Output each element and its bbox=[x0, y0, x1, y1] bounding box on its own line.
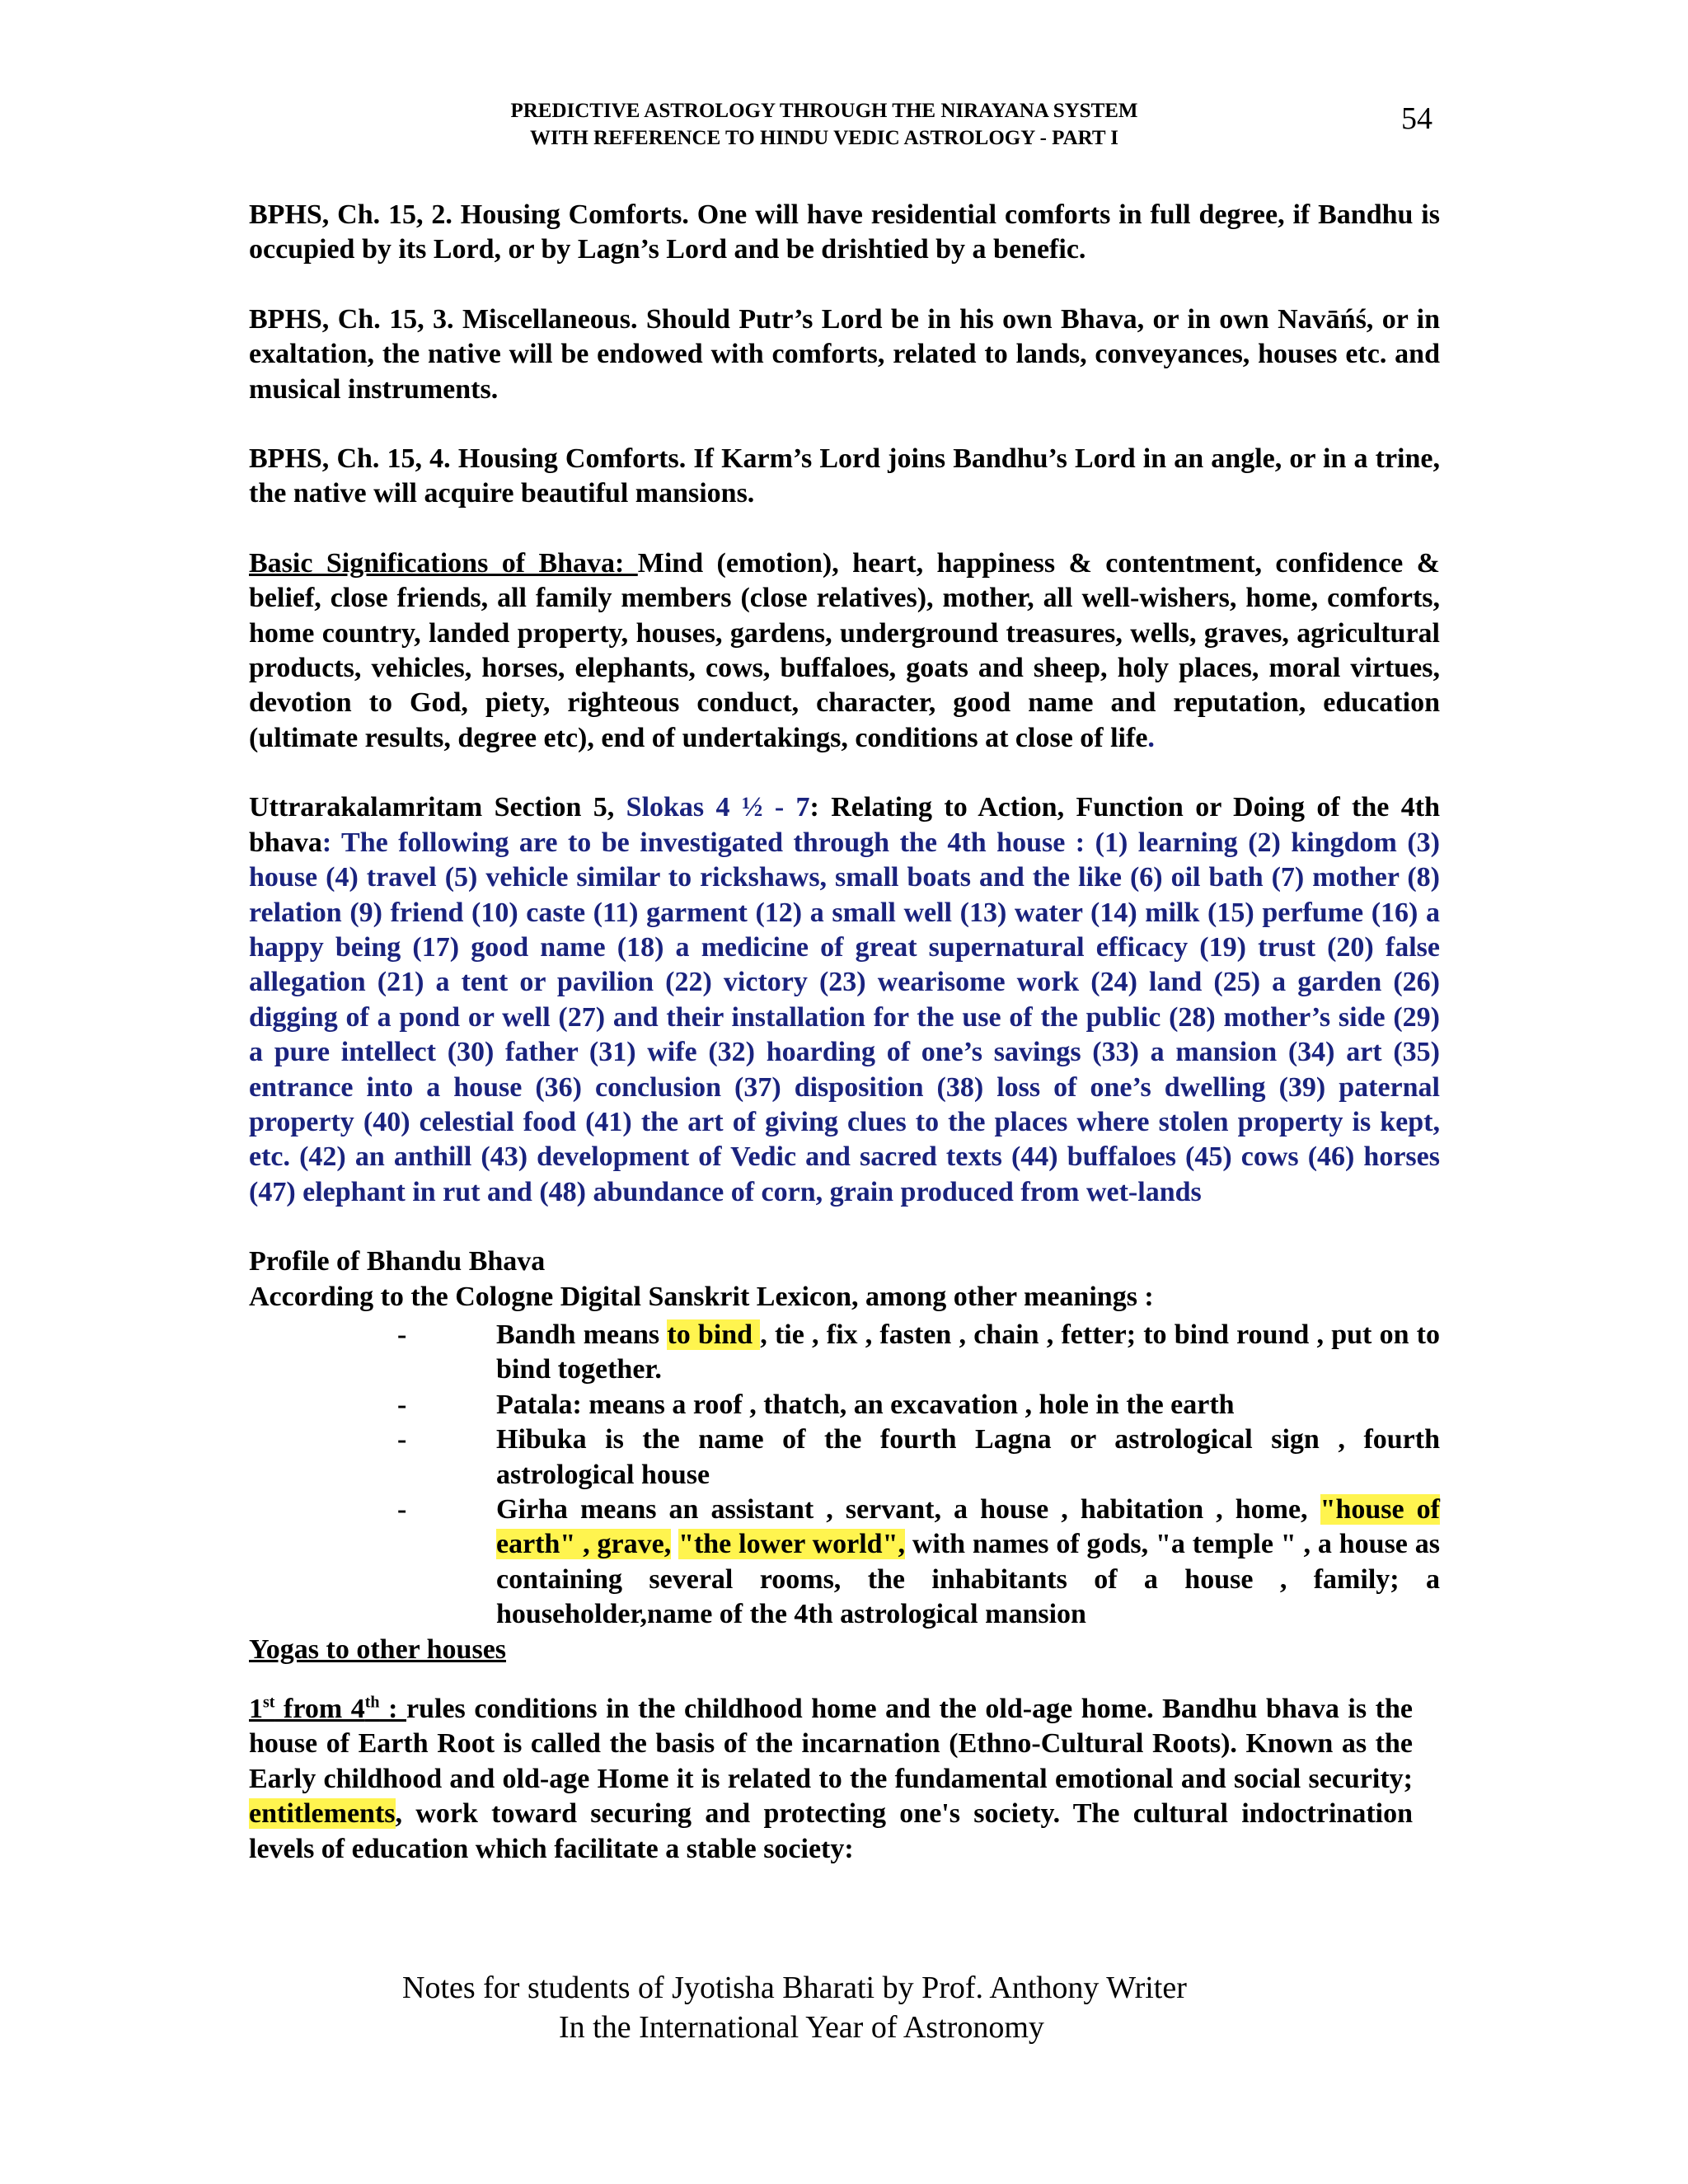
basic-significations-end: . bbox=[1147, 722, 1155, 753]
item-text: Patala: means a roof , thatch, an excavation , hole in the earth bbox=[496, 1389, 1235, 1420]
dash-bullet: - bbox=[397, 1494, 407, 1525]
footer-line-1: Notes for students of Jyotisha Bharati by Prof. Anthony Writer bbox=[402, 1971, 1187, 2005]
list-item bbox=[249, 1493, 1440, 1633]
first-from-fourth-label bbox=[249, 1694, 406, 1724]
basic-significations-text: Mind (emotion), heart, happiness & contentment, confidence & belief, close friends, all family members (close relatives), mother, all well-wishers, home, comforts, home country, landed property, houses, gardens, underground treasures, wells, graves, agricultural products, vehicles, horses, elephants, cows, buffaloes, goats and sheep, holy places, moral virtues, devotion to God, piety, righteous conduct, character, good name and reputation, education (ultimate results, degree etc), end of undertakings, conditions at close of life bbox=[249, 547, 1440, 753]
page-number: 54 bbox=[1401, 101, 1432, 136]
item-text: with names of gods, "a temple " , a house as containing several rooms, the inhabitants of a house , family; a householder,name of the 4th astrological mansion bbox=[496, 1529, 1440, 1630]
item-text: Hibuka is the name of the fourth Lagna or astrological sign , fourth astrological house bbox=[496, 1424, 1440, 1490]
list-item bbox=[249, 1388, 1440, 1422]
highlight-lower-world: "the lower world", bbox=[678, 1529, 905, 1560]
header-line-1: PREDICTIVE ASTROLOGY THROUGH THE NIRAYANA SYSTEM bbox=[510, 100, 1138, 122]
uttara-slokas: Slokas 4 ½ - 7 bbox=[626, 792, 810, 823]
profile-intro: According to the Cologne Digital Sanskrit Lexicon, among other meanings : bbox=[249, 1281, 1154, 1312]
page-body bbox=[249, 198, 1440, 1867]
paragraph-first-from-fourth bbox=[249, 1692, 1413, 1867]
item-text: , tie , fix , fasten , chain , fetter; to bind round , put on to bind together. bbox=[496, 1319, 1440, 1385]
header-line-2: WITH REFERENCE TO HINDU VEDIC ASTROLOGY - PART I bbox=[529, 127, 1119, 149]
dash-bullet: - bbox=[397, 1389, 407, 1420]
list-item bbox=[249, 1422, 1440, 1493]
footer-line-2: In the International Year of Astronomy bbox=[559, 2010, 1044, 2045]
label-part: from 4 bbox=[274, 1694, 365, 1725]
paragraph-bphs-4: BPHS, Ch. 15, 4. Housing Comforts. If Karm’s Lord joins Bandhu’s Lord in an angle, or in a trine, the native will acquire beautiful mansions. bbox=[249, 443, 1440, 509]
item-text: Bandh means bbox=[496, 1319, 668, 1350]
item-gap bbox=[671, 1529, 678, 1559]
paragraph-uttarakalamritam bbox=[249, 790, 1440, 1210]
highlight-entitlements: entitlements bbox=[249, 1798, 396, 1830]
uttara-mid: : Relating to Action, Function or Doing of the 4th bhava bbox=[249, 792, 1440, 858]
uttara-colon: : bbox=[321, 827, 332, 858]
first-text-b: , work toward securing and protecting one's society. The cultural indoctrination levels of education which facilitate a stable society: bbox=[249, 1798, 1413, 1864]
basic-significations-label: Basic Significations of Bhava: bbox=[249, 547, 638, 579]
label-sup: st bbox=[263, 1693, 275, 1712]
dash-bullet: - bbox=[397, 1424, 407, 1455]
dash-bullet: - bbox=[397, 1319, 407, 1350]
label-sup: th bbox=[364, 1693, 380, 1712]
paragraph-bphs-2: BPHS, Ch. 15, 2. Housing Comforts. One will have residential comforts in full degree, if Bandhu is occupied by its Lord, or by Lagn’s Lord and be drishtied by a benefic. bbox=[249, 199, 1440, 265]
paragraph-basic-significations bbox=[249, 546, 1440, 756]
running-header bbox=[0, 97, 1688, 152]
paragraph-bphs-3: BPHS, Ch. 15, 3. Miscellaneous. Should Putr’s Lord be in his own Bhava, or in own Navāńś, or in exaltation, the native will be endowed with comforts, related to lands, conveyances, houses etc. and musical instruments. bbox=[249, 303, 1440, 405]
list-item bbox=[249, 1318, 1440, 1388]
first-text-a: rules conditions in the childhood home and the old-age home. Bandhu bhava is the house of Earth Root is called the basis of the incarnation (Ethno-Cultural Roots). Known as the Early childhood and old-age Home it is related to the fundamental emotional and social security; bbox=[249, 1694, 1414, 1794]
page-footer bbox=[0, 1968, 1688, 2047]
uttara-list: The following are to be investigated through the 4th house : (1) learning (2) kingdom (3) house (4) travel (5) vehicle similar to rickshaws, small boats and the like (6) oil bath (7) mother (8) relation (9) friend (10) caste (11) garment (12) a small well (13) water (14) milk (15) perfume (16) a happy being (17) good name (18) a medicine of great supernatural efficacy (19) trust (20) false allegation (21) a tent or pavilion (22) victory (23) wearisome work (24) land (25) a garden (26) digging of a pond or well (27) and their installation for the use of the public (28) mother’s side (29) a pure intellect (30) father (31) wife (32) hoarding of one’s savings (33) a mansion (34) art (35) entrance into a house (36) conclusion (37) disposition (38) loss of one’s dwelling (39) paternal property (40) celestial food (41) the art of giving clues to the places where stolen property is kept, etc. (42) an anthill (43) development of Vedic and sacred texts (44) buffaloes (45) cows (46) horses (47) elephant in rut and (48) abundance of corn, grain produced from wet-lands bbox=[249, 827, 1440, 1207]
item-text: Girha means an assistant , servant, a house , habitation , home, bbox=[496, 1494, 1320, 1525]
label-part: 1 bbox=[249, 1694, 263, 1725]
uttara-prefix: Uttrarakalamritam Section 5, bbox=[249, 792, 626, 823]
label-part: : bbox=[379, 1694, 407, 1725]
yogas-heading: Yogas to other houses bbox=[249, 1633, 507, 1665]
profile-title: Profile of Bhandu Bhava bbox=[249, 1246, 546, 1277]
profile-section bbox=[249, 1244, 1440, 1632]
highlight-house-of-earth: "house of earth" , grave, bbox=[496, 1494, 1441, 1560]
highlight-to-bind: to bind bbox=[667, 1319, 761, 1350]
